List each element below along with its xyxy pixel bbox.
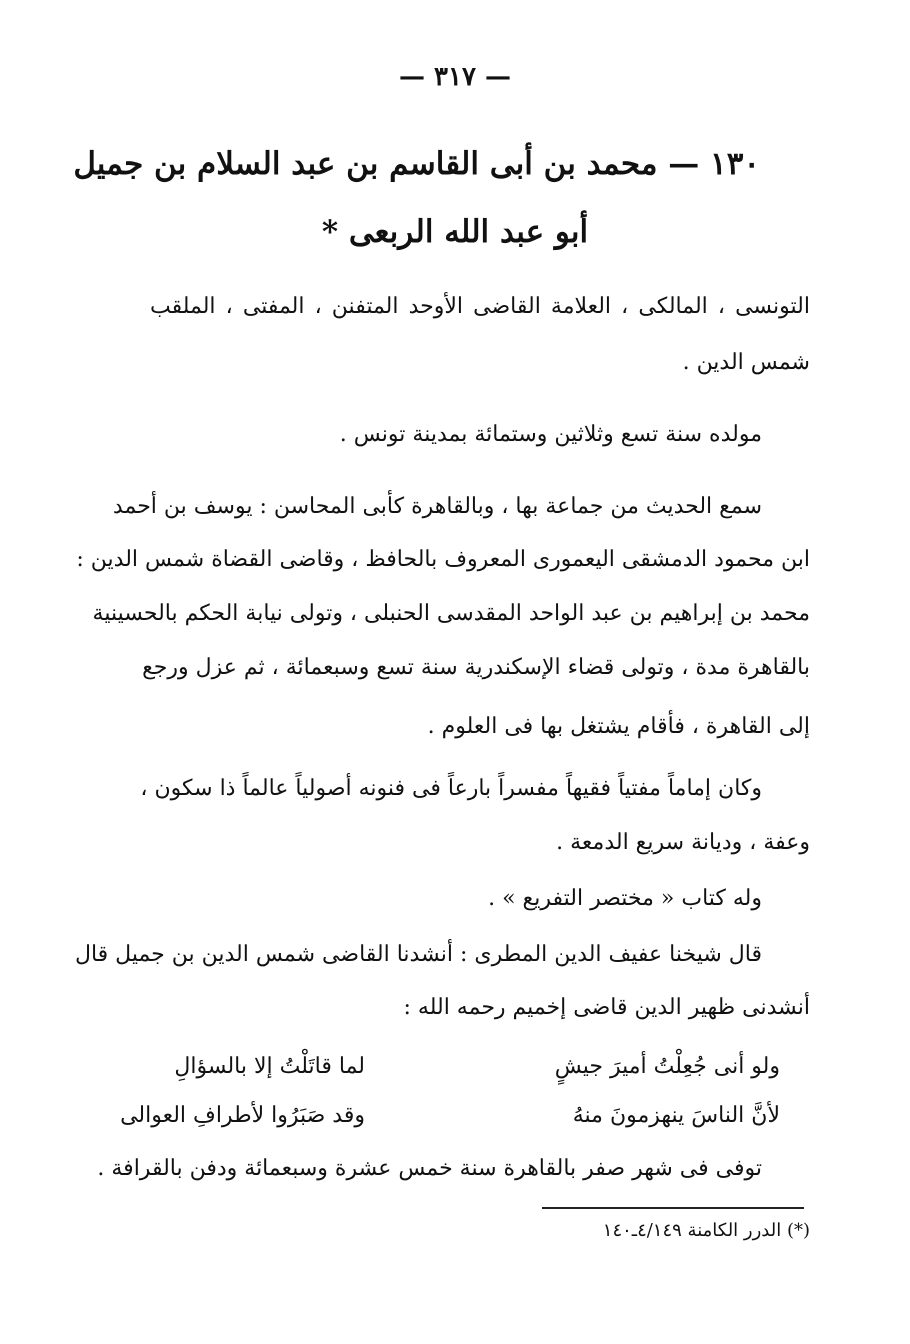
entry-heading-kunya: أبو عبد الله الربعى * (321, 214, 589, 250)
paragraph-line: قال شيخنا عفيف الدين المطرى : أنشدنا القاضى شمس الدين بن جميل قال (74, 942, 762, 967)
paragraph-line: وعفة ، وديانة سريع الدمعة . (556, 830, 810, 855)
page-number: — ٣١٧ — (398, 62, 512, 92)
paragraph-line: محمد بن إبراهيم بن عبد الواحد المقدسى الحنبلى ، وتولى نيابة الحكم بالحسينية (92, 601, 810, 626)
paragraph-line: مولده سنة تسع وثلاثين وستمائة بمدينة تونس . (339, 422, 762, 447)
poem-verse-1-second-half: لما قاتَلْتُ إلا بالسؤالِ (174, 1054, 365, 1079)
paragraph-line: وله كتاب « مختصر التفريع » . (488, 886, 762, 911)
poem-verse-1-first-half: ولو أنى جُعِلْتُ أميرَ جيشٍ (554, 1054, 780, 1079)
paragraph-line: وكان إماماً مفتياً فقيهاً مفسراً بارعاً فى فنونه أصولياً عالماً ذا سكون ، (140, 776, 762, 801)
closing-line: توفى فى شهر صفر بالقاهرة سنة خمس عشرة وسبعمائة ودفن بالقرافة . (97, 1156, 762, 1181)
footnote: (*) الدرر الكامنة ٤/١٤٩ـ١٤٠ (602, 1220, 810, 1241)
paragraph-line: إلى القاهرة ، فأقام يشتغل بها فى العلوم . (427, 714, 810, 739)
paragraph-line: ابن محمود الدمشقى اليعمورى المعروف بالحافظ ، وقاضى القضاة شمس الدين : (76, 547, 810, 572)
poem-verse-2-first-half: لأنَّ الناسَ ينهزمونَ منهُ (572, 1103, 780, 1128)
footnote-separator (542, 1207, 804, 1209)
paragraph-line: شمس الدين . (682, 350, 810, 375)
paragraph-line: سمع الحديث من جماعة بها ، وبالقاهرة كأبى المحاسن : يوسف بن أحمد (112, 494, 762, 519)
paragraph-line: التونسى ، المالكى ، العلامة القاضى الأوحد المتفنن ، المفتى ، الملقب (150, 294, 810, 319)
paragraph-line: أنشدنى ظهير الدين قاضى إخميم رحمه الله : (403, 995, 810, 1020)
paragraph-line: بالقاهرة مدة ، وتولى قضاء الإسكندرية سنة تسع وسبعمائة ، ثم عزل ورجع (142, 655, 810, 680)
entry-heading: ١٣٠ — محمد بن أبى القاسم بن عبد السلام بن جميل (73, 146, 760, 182)
poem-verse-2-second-half: وقد صَبَرُوا لأطرافِ العوالى (120, 1103, 365, 1128)
